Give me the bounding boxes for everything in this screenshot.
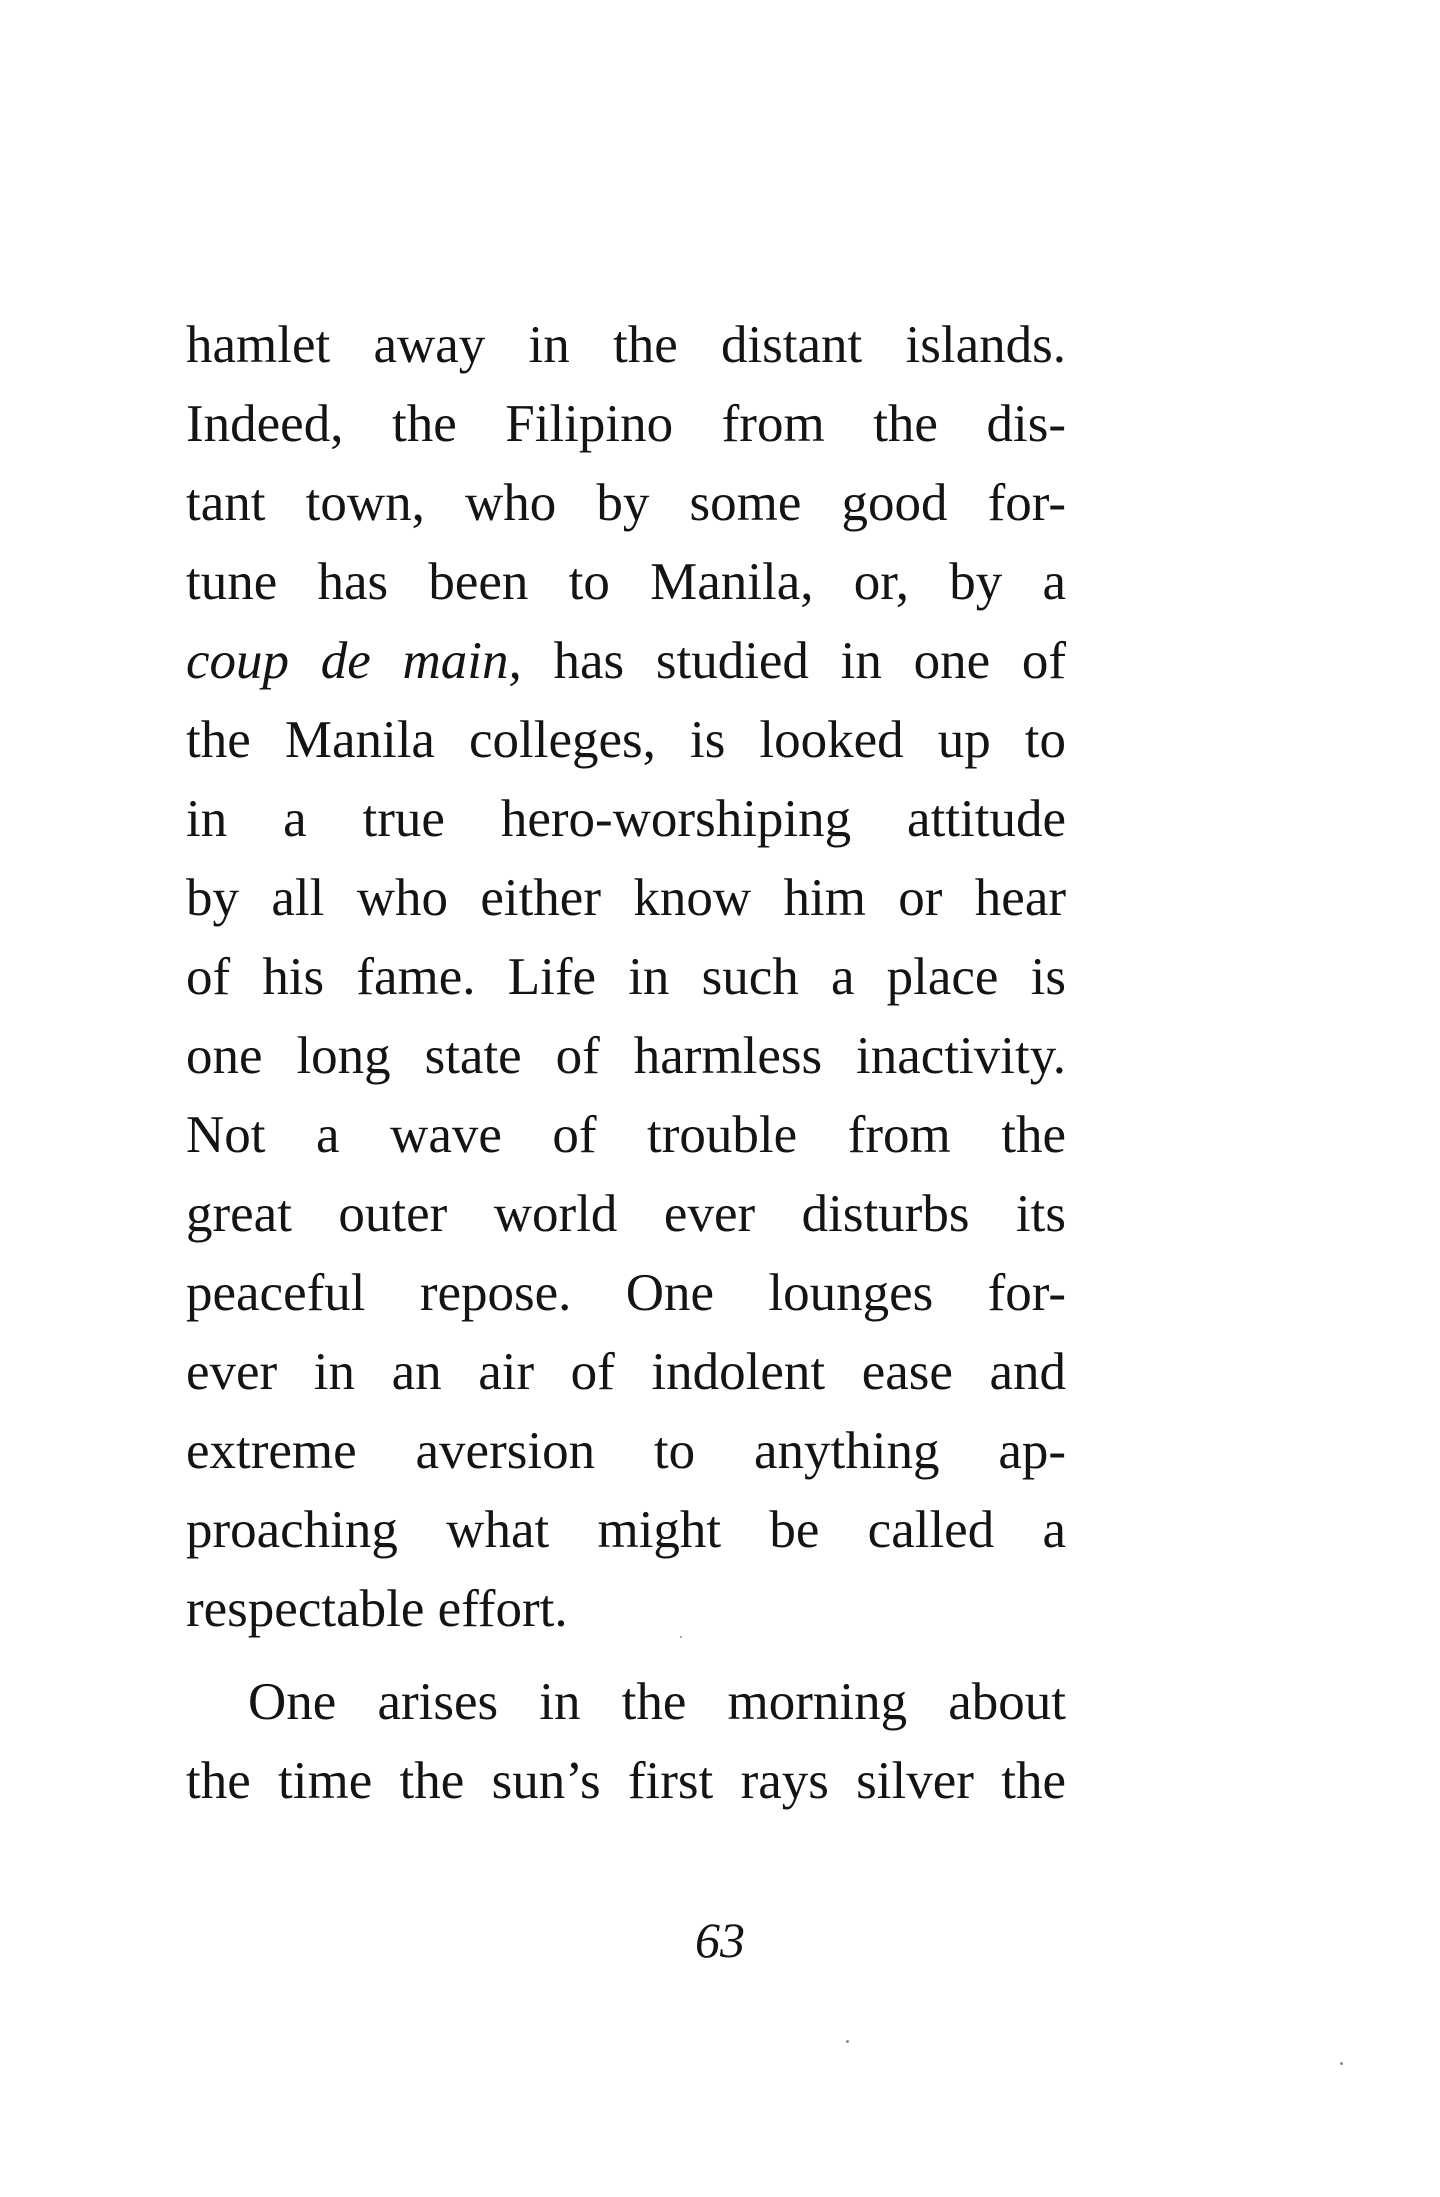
page-number: 63 xyxy=(695,1912,745,1968)
paper-speck xyxy=(1340,2062,1343,2065)
text-line: in a true hero-worshiping attitude xyxy=(186,790,1066,848)
text-line-remainder: has studied in one of xyxy=(521,632,1066,690)
text-line: the Manila colleges, is looked up to xyxy=(186,711,1066,769)
italic-phrase: coup de main, xyxy=(186,632,522,690)
text-line: great outer world ever disturbs its xyxy=(186,1185,1066,1243)
text-line-with-italic xyxy=(186,622,1066,701)
text-line: respectable effort. xyxy=(186,1580,568,1638)
text-line: Not a wave of trouble from the xyxy=(186,1106,1066,1164)
paper-speck xyxy=(846,2040,849,2043)
text-line: ever in an air of indolent ease and xyxy=(186,1343,1066,1401)
text-line: hamlet away in the distant islands. xyxy=(186,316,1066,374)
text-line: peaceful repose. One lounges for- xyxy=(186,1264,1066,1322)
paragraph-gap xyxy=(186,1649,1066,1663)
text-line: one long state of harmless inactivity. xyxy=(186,1027,1066,1085)
text-line: proaching what might be called a xyxy=(186,1501,1066,1559)
text-line: by all who either know him or hear xyxy=(186,869,1066,927)
text-line: the time the sun’s first rays silver the xyxy=(186,1752,1066,1810)
text-line: extreme aversion to anything ap- xyxy=(186,1422,1066,1480)
paper-speck xyxy=(680,1636,682,1638)
text-line: tant town, who by some good for- xyxy=(186,474,1066,532)
text-line: One arises in the morning about xyxy=(248,1673,1066,1731)
text-line: Indeed, the Filipino from the dis- xyxy=(186,395,1066,453)
text-line: of his fame. Life in such a place is xyxy=(186,948,1066,1006)
text-line: tune has been to Manila, or, by a xyxy=(186,553,1066,611)
body-text xyxy=(186,306,1066,1821)
